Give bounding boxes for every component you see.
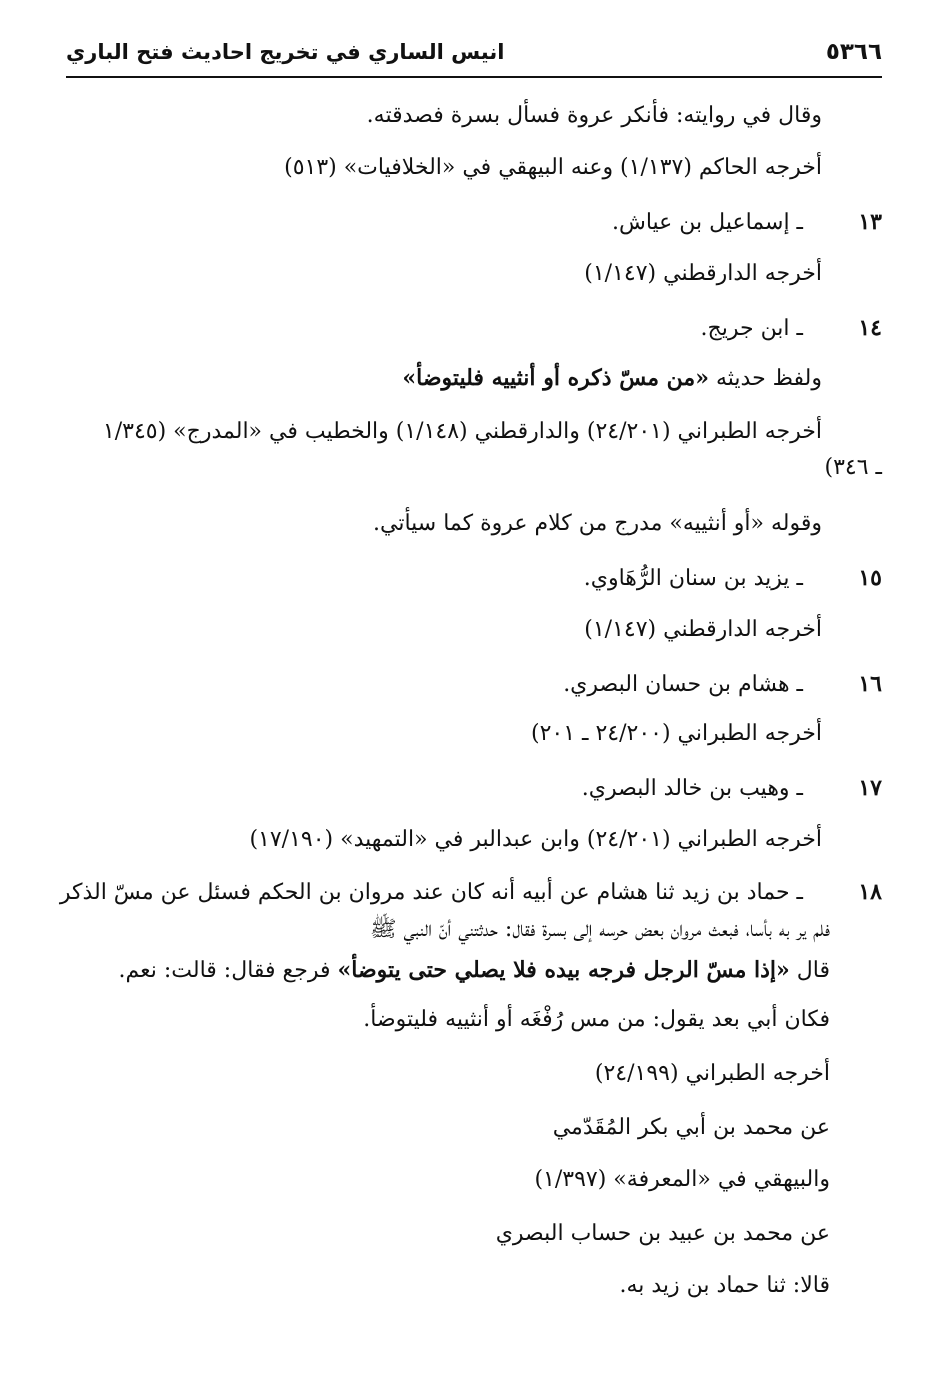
item-text: ـ إسماعيل بن عياش. — [611, 210, 803, 235]
item-text: ـ وهيب بن خالد البصري. — [581, 776, 803, 801]
text-line: أخرجه الطبراني (٢٤/٢٠١) وابن عبدالبر في «التمهيد» (١٧/١٩٠) — [249, 827, 822, 852]
text-line: عن محمد بن عبيد بن حساب البصري — [495, 1221, 830, 1246]
text-line: فلم ير به بأسا، فبعث مروان بعض حرسه إلى بسرة فقال: حدثتني أنّ النبي ﷺ — [369, 917, 830, 942]
page-number: ٥٣٦٦ — [825, 39, 882, 65]
item-number: ١٣ — [858, 209, 882, 235]
list-item — [0, 669, 948, 700]
text-line: قالا: ثنا حماد بن زيد به. — [619, 1273, 830, 1298]
text-line — [0, 1005, 948, 1035]
text-line: ـ ٣٤٦) — [824, 455, 882, 480]
text-line: أخرجه الطبراني (٢٤/١٩٩) — [594, 1061, 830, 1086]
item-text: ـ هشام بن حسان البصري. — [563, 672, 803, 697]
text-line: وقال في روايته: فأنكر عروة فسأل بسرة فصدقته. — [366, 103, 822, 128]
item-number: ١٦ — [858, 671, 882, 697]
item-number: ١٤ — [858, 315, 882, 341]
list-item — [0, 563, 948, 594]
text-line — [0, 363, 948, 394]
hadith-quote: «من مسّ ذكره أو أنثييه فليتوضأ» — [402, 365, 709, 391]
text-segment: قال — [789, 958, 830, 983]
list-item — [0, 773, 948, 804]
page-header — [66, 28, 882, 78]
text-line: أخرجه الطبراني (٢٤/٢٠١) والدارقطني (١/١٤٨) والخطيب في «المدرج» (١/٣٤٥ — [102, 419, 822, 444]
item-number: ١٧ — [858, 775, 882, 801]
item-text: ـ يزيد بن سنان الرُّهَاوي. — [583, 566, 803, 591]
item-text: ـ ابن جريج. — [700, 316, 803, 341]
text-line: والبيهقي في «المعرفة» (١/٣٩٧) — [534, 1167, 830, 1192]
text-line: أخرجه الدارقطني (١/١٤٧) — [584, 261, 822, 286]
text-line: عن محمد بن أبي بكر المُقَدّمي — [552, 1115, 830, 1140]
text-line: أخرجه الحاكم (١/١٣٧) وعنه البيهقي في «الخلافيات» (٥١٣) — [284, 155, 822, 180]
text-line: وقوله «أو أنثييه» مدرج من كلام عروة كما سيأتي. — [372, 511, 822, 536]
text-line: أخرجه الطبراني (٢٤/٢٠٠ ـ ٢٠١) — [530, 721, 822, 746]
text-line — [0, 955, 948, 986]
item-number: ١٨ — [858, 879, 882, 905]
list-item — [0, 313, 948, 344]
item-text: ـ حماد بن زيد ثنا هشام عن أبيه أنه كان عند مروان بن الحكم فسئل عن مسّ الذكر — [59, 880, 803, 905]
text-segment: فكان أبي بعد يقول: من مس رُفْغَه أو أنثييه فليتوضأ. — [363, 1007, 830, 1032]
item-number: ١٥ — [858, 565, 882, 591]
hadith-quote: «إذا مسّ الرجل فرجه بيده فلا يصلي حتى يتوضأ» — [337, 957, 790, 983]
text-segment: ولفظ حديثه — [708, 366, 822, 391]
book-title: انيس الساري في تخريج احاديث فتح الباري — [66, 40, 505, 64]
list-item — [0, 877, 948, 908]
text-segment: فرجع فقال: قالت: نعم. — [118, 958, 338, 983]
text-line: أخرجه الدارقطني (١/١٤٧) — [584, 617, 822, 642]
list-item — [0, 207, 948, 238]
